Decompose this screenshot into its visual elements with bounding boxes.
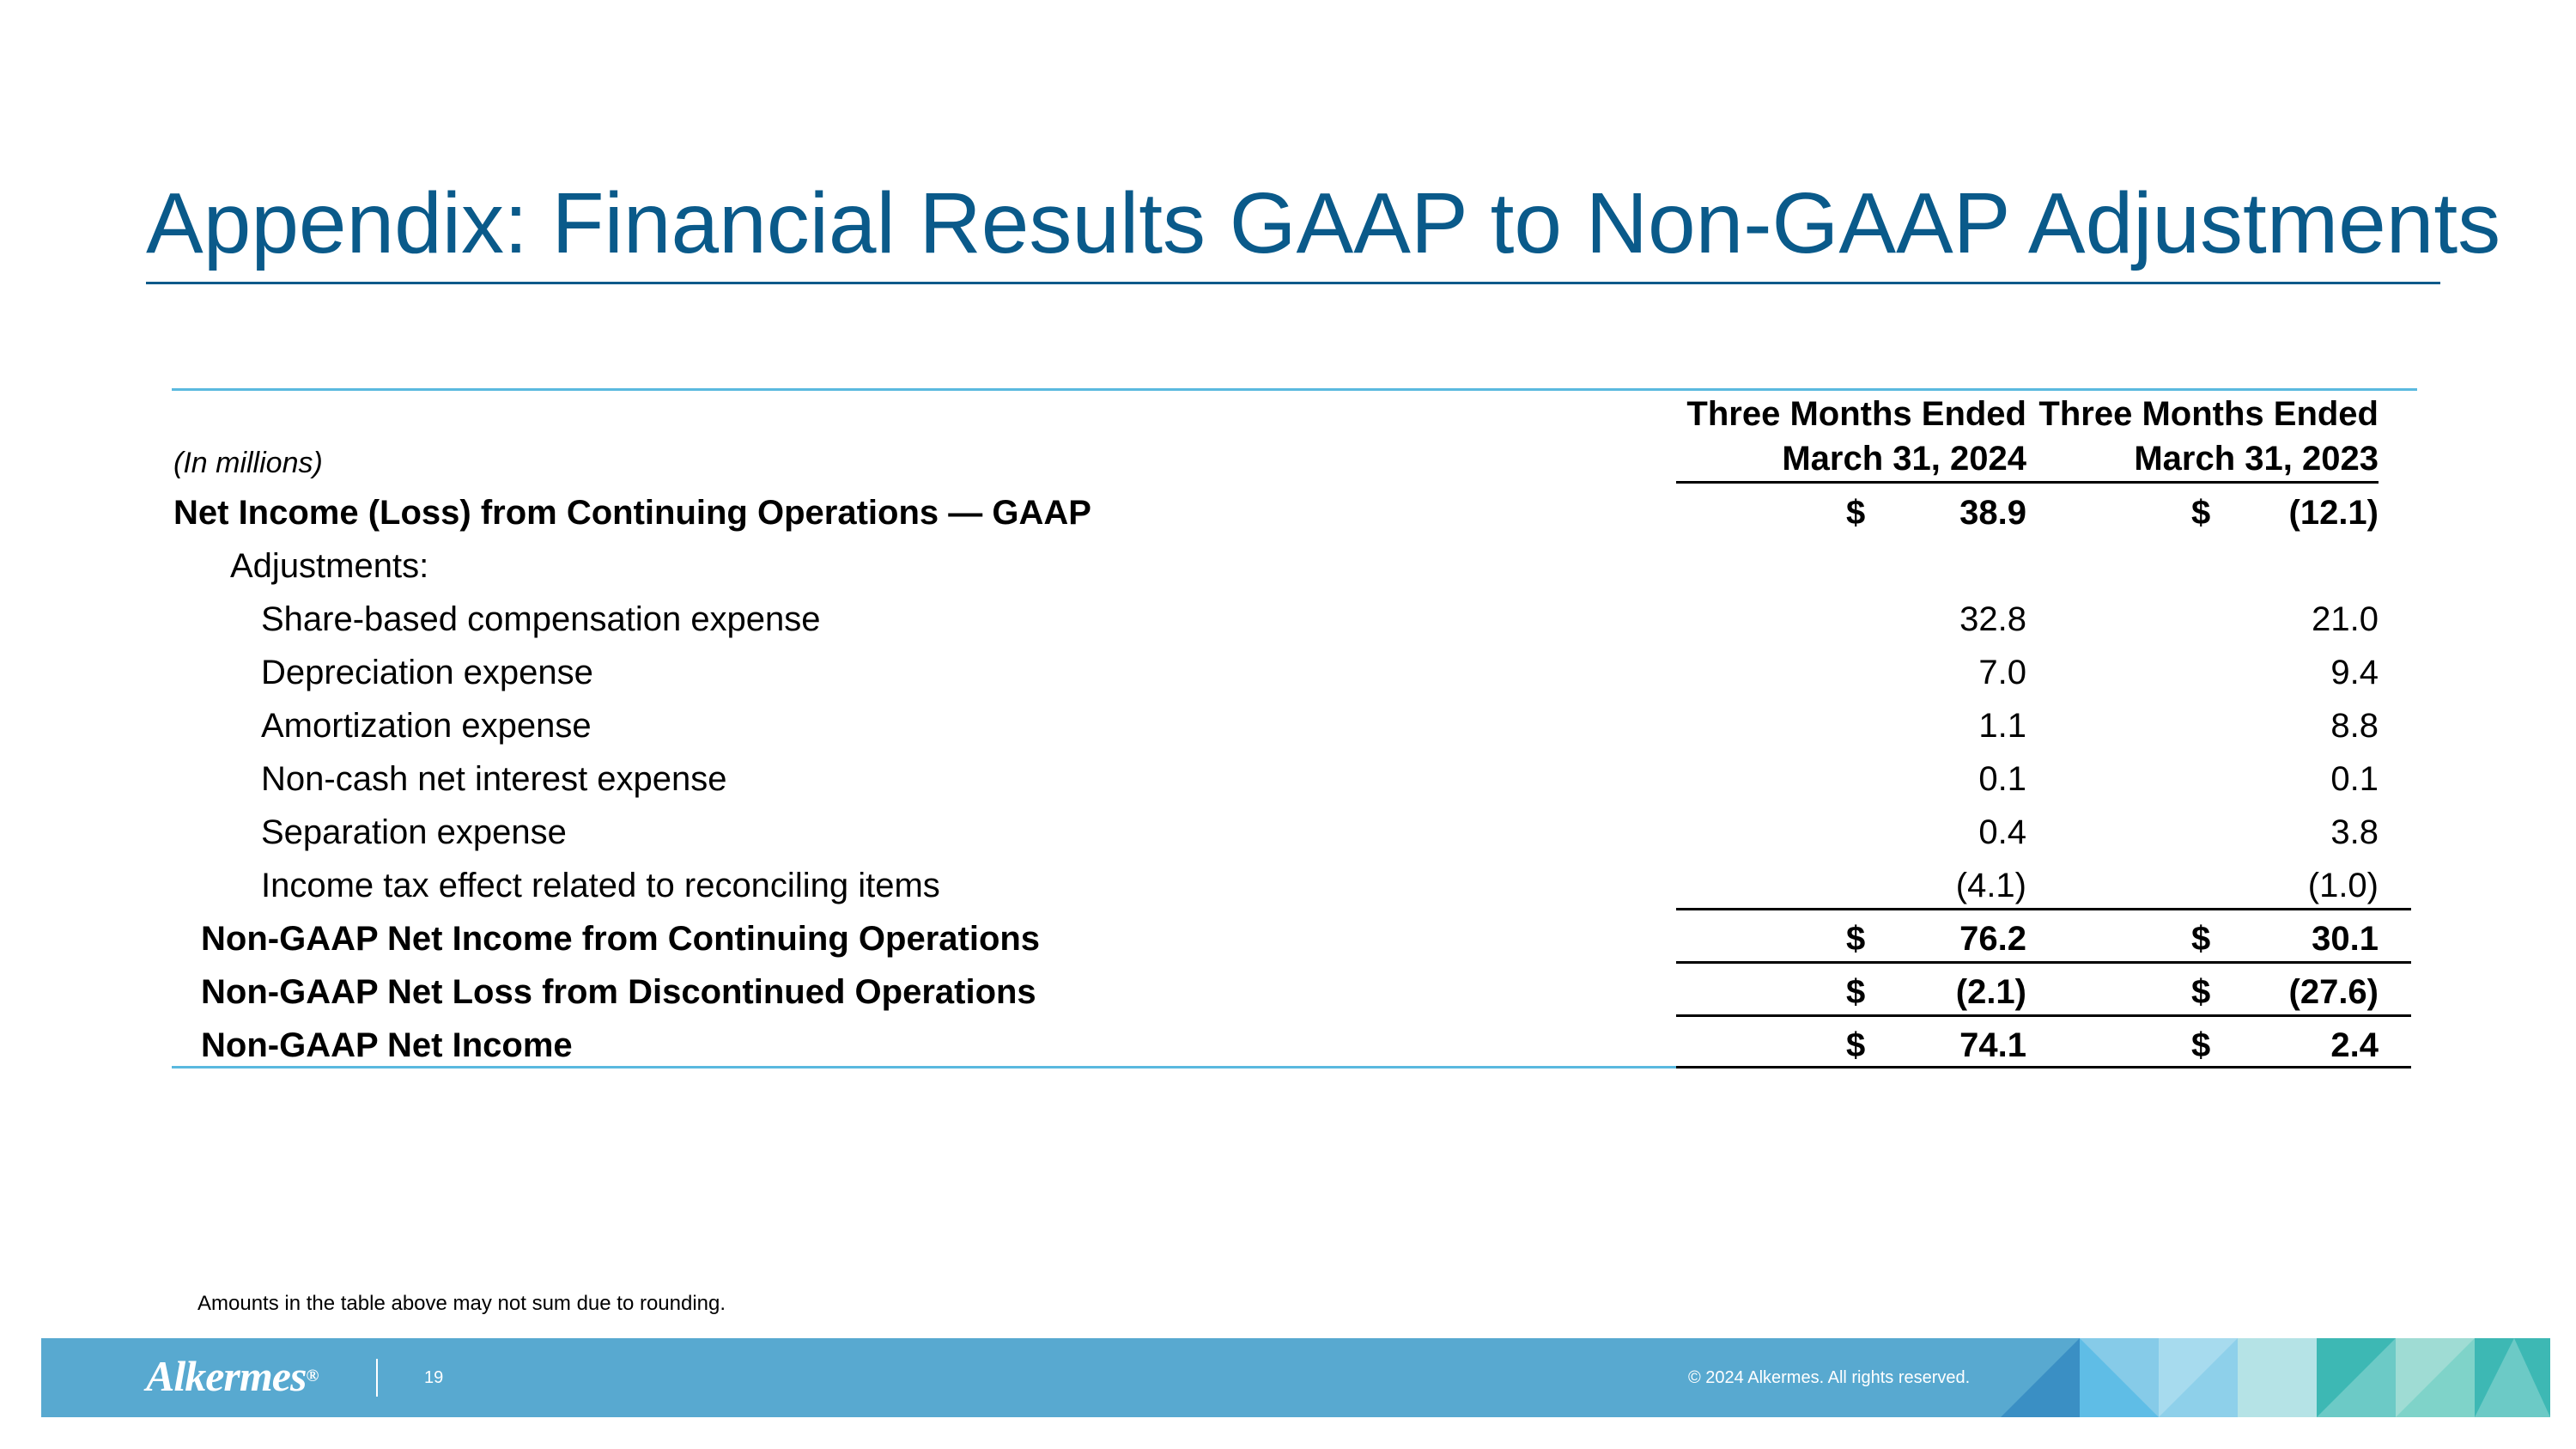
- page-number: 19: [424, 1368, 444, 1387]
- table-row: [0, 912, 2576, 965]
- table-row: [0, 646, 2576, 699]
- row-label: Adjustments:: [230, 547, 429, 585]
- logo-divider: [376, 1359, 378, 1397]
- value-2024: 7.0: [1978, 654, 2026, 691]
- value-2023: 30.1: [2312, 920, 2379, 958]
- column-header-2024-line2: March 31, 2024: [1782, 440, 2026, 478]
- units-label: (In millions): [173, 447, 323, 479]
- column-header-rule: [1676, 481, 2026, 484]
- table-row: [0, 593, 2576, 646]
- value-2024: 76.2: [1959, 920, 2026, 958]
- value-2023: 3.8: [2330, 813, 2379, 851]
- title-underline: [146, 282, 2440, 284]
- value-2024: 0.4: [1978, 813, 2026, 851]
- row-label: Non-GAAP Net Income: [201, 1026, 573, 1064]
- column-header-2023-line2: March 31, 2023: [2134, 440, 2379, 478]
- decorative-triangles: [2001, 1338, 2550, 1417]
- subtotal-rule: [1676, 1014, 2411, 1017]
- row-label: Income tax effect related to reconciling items: [261, 867, 940, 904]
- table-top-rule: [172, 388, 2417, 391]
- table-row: [0, 806, 2576, 859]
- page-title: Appendix: Financial Results GAAP to Non-GAAP Adjustments: [146, 175, 2501, 271]
- value-2023: 2.4: [2330, 1026, 2379, 1064]
- value-2024: 1.1: [1978, 707, 2026, 745]
- row-label: Non-GAAP Net Income from Continuing Operations: [201, 920, 1041, 958]
- table-row: [0, 752, 2576, 806]
- row-label: Depreciation expense: [261, 654, 593, 691]
- value-2024: (4.1): [1955, 867, 2026, 904]
- column-header-rule: [2026, 481, 2379, 484]
- value-2023: (1.0): [2307, 867, 2379, 904]
- column-header-2024: [1676, 392, 2026, 481]
- currency-symbol: $: [2191, 1026, 2211, 1064]
- value-2023: (12.1): [2288, 494, 2379, 532]
- table-row: [0, 965, 2576, 1019]
- copyright: © 2024 Alkermes. All rights reserved.: [1688, 1368, 1971, 1387]
- currency-symbol: $: [2191, 494, 2211, 532]
- currency-symbol: $: [2191, 973, 2211, 1011]
- currency-symbol: $: [1846, 1026, 1866, 1064]
- value-2023: 0.1: [2330, 760, 2379, 798]
- triangle-shape: [2238, 1338, 2317, 1417]
- currency-symbol: $: [1846, 973, 1866, 1011]
- total-rule: [1676, 1066, 2411, 1068]
- value-2024: 74.1: [1959, 1026, 2026, 1064]
- currency-symbol: $: [1846, 494, 1866, 532]
- row-label: Share-based compensation expense: [261, 600, 821, 638]
- value-2024: 32.8: [1959, 600, 2026, 638]
- currency-symbol: $: [1846, 920, 1866, 958]
- value-2023: (27.6): [2288, 973, 2379, 1011]
- value-2023: 8.8: [2330, 707, 2379, 745]
- logo-registered-mark: ®: [306, 1367, 319, 1385]
- row-label: Non-GAAP Net Loss from Discontinued Operations: [201, 973, 1036, 1011]
- value-2024: 0.1: [1978, 760, 2026, 798]
- column-header-2024-line1: Three Months Ended: [1686, 395, 2026, 433]
- footnote: Amounts in the table above may not sum due to rounding.: [197, 1292, 726, 1315]
- value-2023: 21.0: [2312, 600, 2379, 638]
- row-label: Amortization expense: [261, 707, 592, 745]
- logo-text: Alkermes: [146, 1352, 307, 1400]
- value-2024: (2.1): [1955, 973, 2026, 1011]
- currency-symbol: $: [2191, 920, 2211, 958]
- row-label: Net Income (Loss) from Continuing Operations — GAAP: [173, 494, 1091, 532]
- table-row: [0, 539, 2576, 593]
- table-row: [0, 699, 2576, 752]
- value-2024: 38.9: [1959, 494, 2026, 532]
- company-logo: [146, 1350, 318, 1402]
- row-label: Separation expense: [261, 813, 567, 851]
- column-header-2023: [2026, 392, 2379, 481]
- footer-bar: [41, 1338, 2550, 1417]
- row-label: Non-cash net interest expense: [261, 760, 727, 798]
- table-row: [0, 1019, 2576, 1072]
- table-bottom-rule: [172, 1066, 1676, 1068]
- table-row: [0, 859, 2576, 912]
- value-2023: 9.4: [2330, 654, 2379, 691]
- column-header-2023-line1: Three Months Ended: [2038, 395, 2379, 433]
- table-row: [0, 486, 2576, 539]
- subtotal-rule: [1676, 908, 2411, 910]
- subtotal-rule: [1676, 961, 2411, 964]
- triangle-shape: [2001, 1338, 2080, 1417]
